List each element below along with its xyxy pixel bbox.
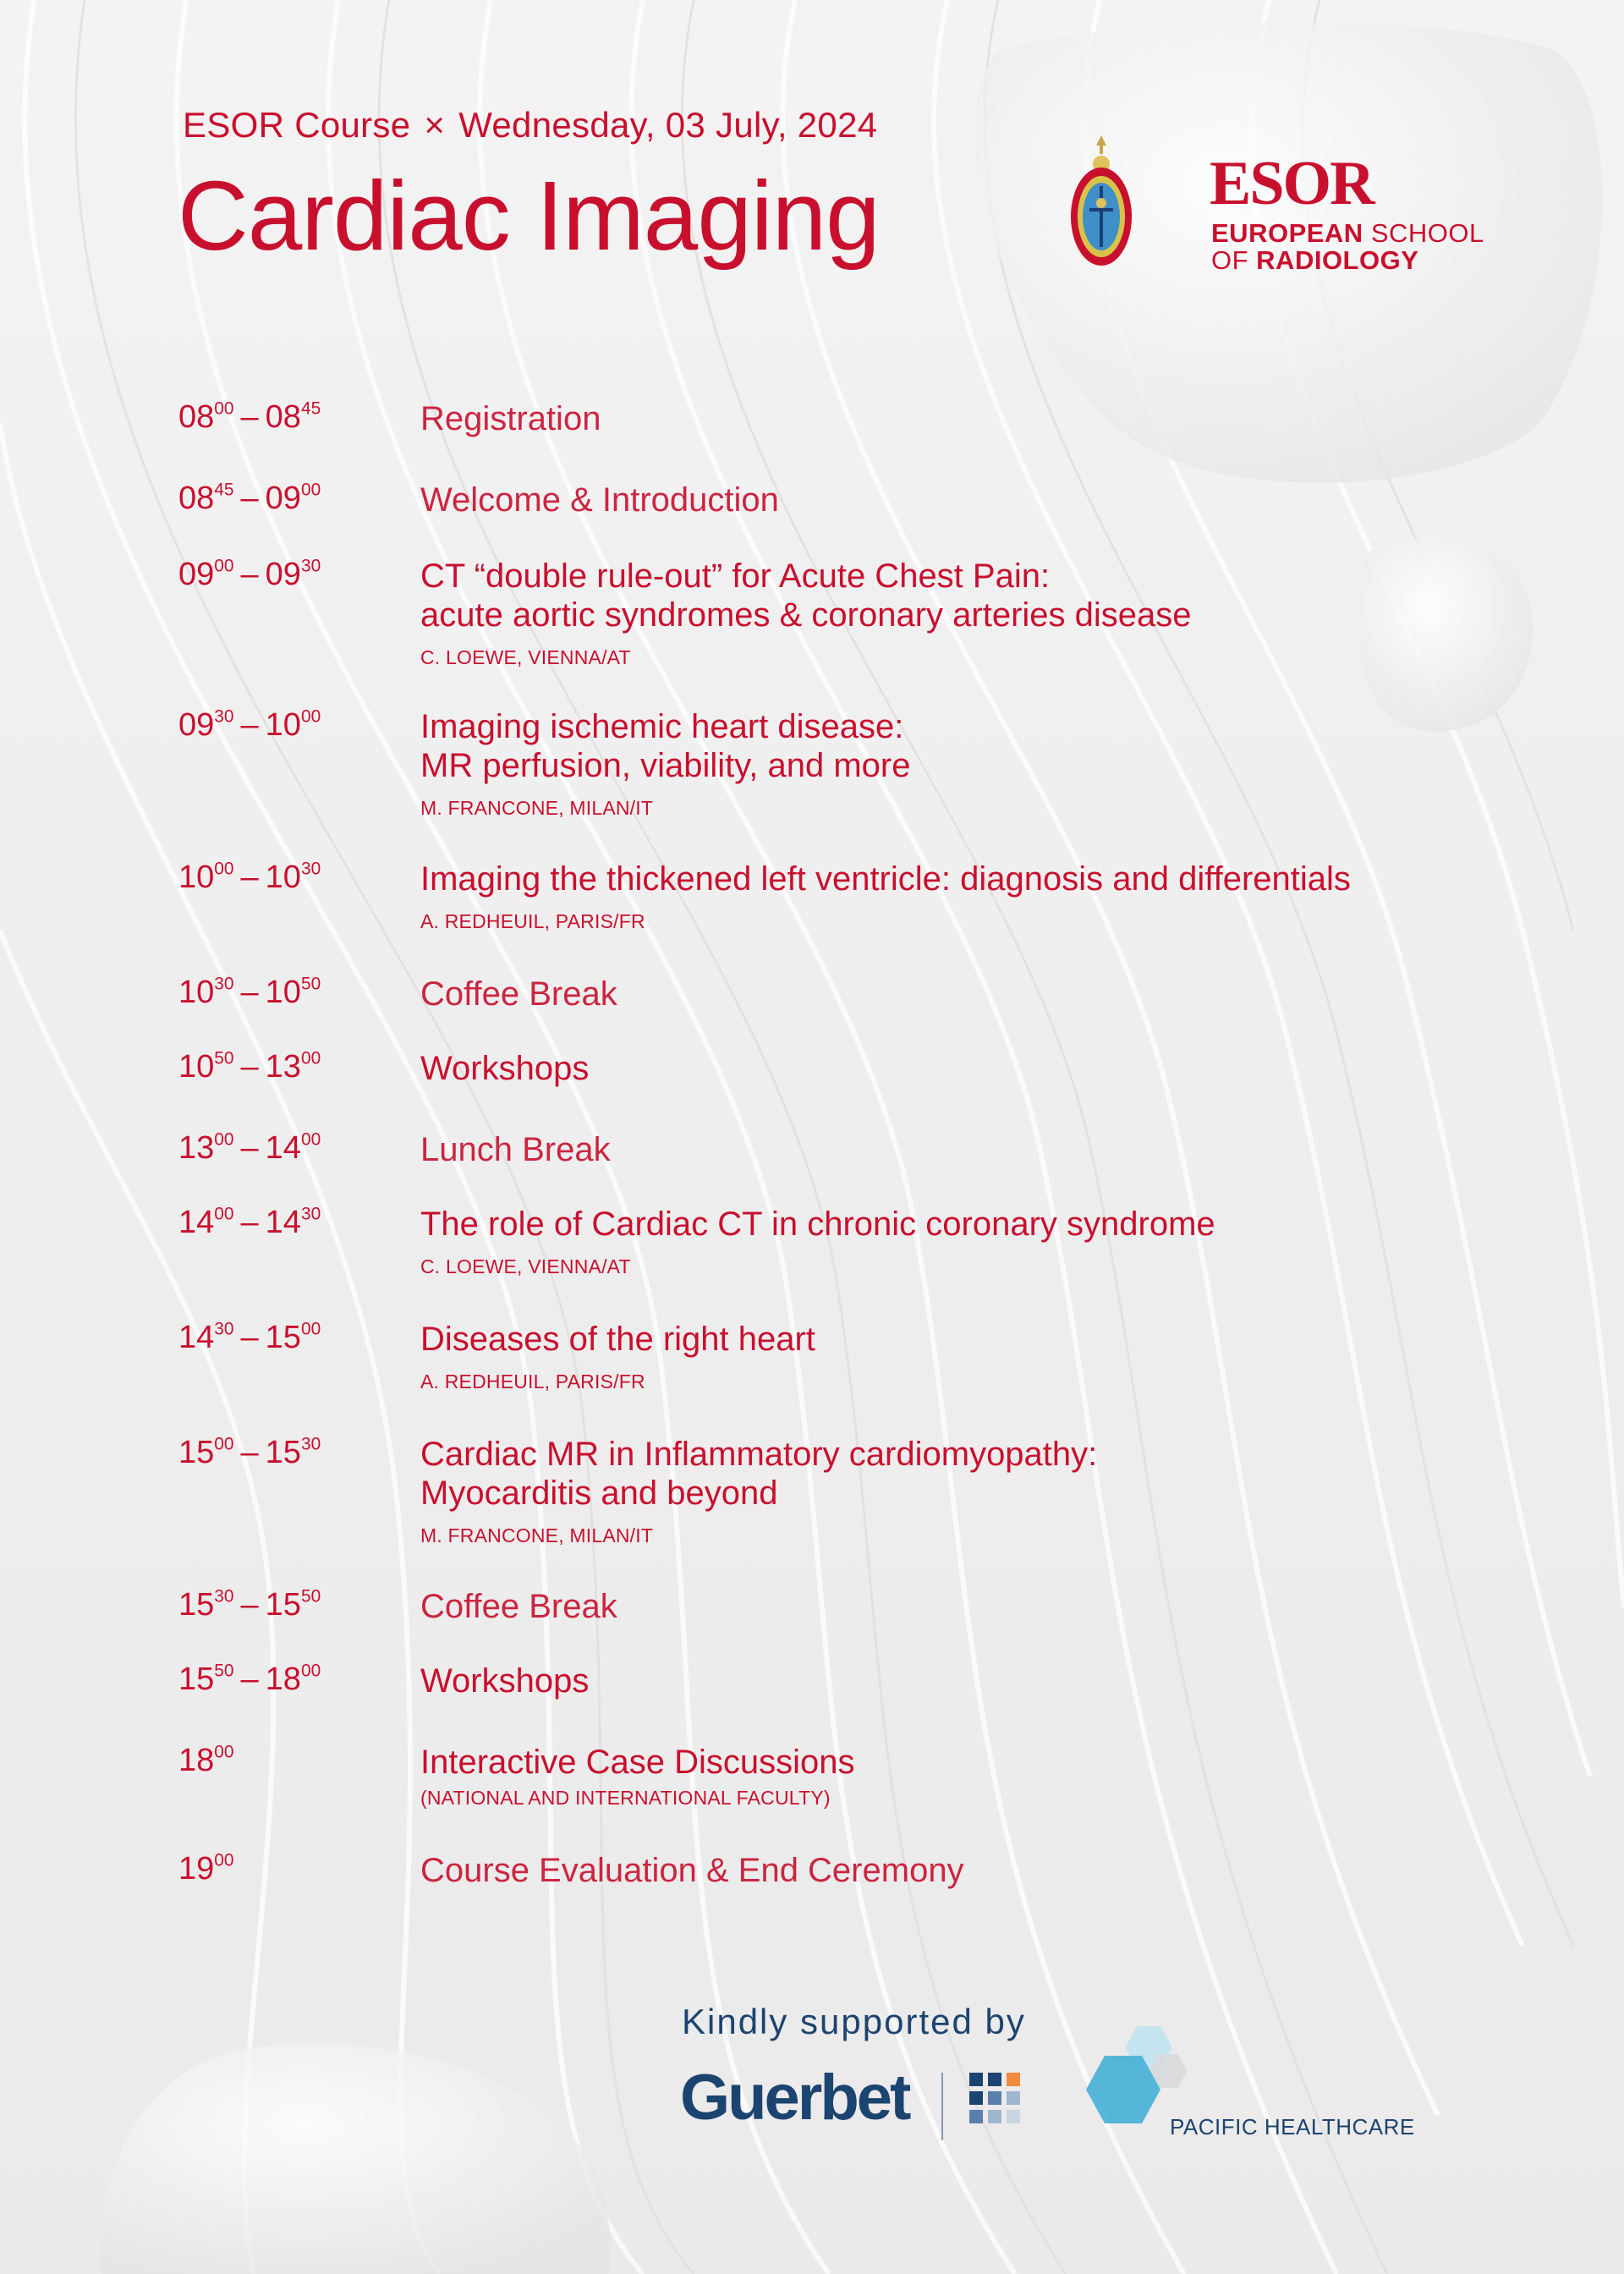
time-range-dash: – — [240, 707, 259, 743]
session-time — [178, 707, 321, 744]
time-minute: 45 — [214, 480, 234, 500]
session-time — [178, 860, 321, 896]
time-hour: 13 — [178, 1130, 215, 1166]
time-range-dash: – — [240, 481, 259, 516]
esor-tagline-radiology: RADIOLOGY — [1256, 245, 1419, 275]
time-range-dash: – — [240, 1130, 259, 1166]
session-speaker: A. REDHEUIL, PARIS/FR — [420, 1370, 645, 1392]
header-separator: × — [424, 105, 446, 145]
session-title: Imaging the thickened left ventricle: diagnosis and differentials — [420, 860, 1351, 898]
time-minute: 00 — [214, 1742, 234, 1762]
session-title: acute aortic syndromes & coronary arteries disease — [420, 596, 1192, 634]
session-time — [178, 1205, 321, 1241]
session-content — [420, 707, 1435, 820]
session-title: MR perfusion, viability, and more — [420, 747, 911, 784]
session-content — [420, 1205, 1435, 1278]
session-content — [420, 1587, 1435, 1626]
time-range-dash: – — [240, 860, 259, 895]
session-time — [178, 1435, 321, 1471]
session-time — [178, 557, 321, 593]
crest-emblem-icon — [1069, 134, 1133, 269]
session-content — [420, 1851, 1435, 1890]
session-speaker: M. FRANCONE, MILAN/IT — [420, 797, 654, 819]
session-title: CT “double rule-out” for Acute Chest Pain: — [420, 558, 1051, 595]
time-minute: 50 — [214, 1661, 234, 1681]
session-content — [420, 557, 1435, 669]
session-time — [178, 399, 321, 436]
session-time — [178, 1320, 321, 1356]
session-speaker: C. LOEWE, VIENNA/AT — [420, 646, 631, 668]
time-minute: 00 — [300, 1661, 321, 1681]
session-time — [178, 1587, 321, 1623]
guerbet-grid-icon — [969, 2073, 1023, 2127]
session-content — [420, 1662, 1435, 1700]
time-minute: 00 — [300, 480, 321, 500]
time-minute: 00 — [300, 1319, 321, 1339]
time-minute: 00 — [214, 1204, 234, 1224]
course-label: ESOR Course — [183, 105, 411, 145]
time-hour: 14 — [178, 1320, 215, 1355]
time-range-dash: – — [240, 557, 259, 592]
course-date: Wednesday, 03 July, 2024 — [458, 105, 878, 145]
time-hour: 09 — [178, 707, 215, 743]
session-time — [178, 1662, 321, 1698]
esor-tagline-european: EUROPEAN — [1211, 218, 1363, 248]
time-minute: 50 — [300, 1586, 321, 1607]
time-hour: 09 — [178, 557, 215, 592]
session-content — [420, 1130, 1435, 1169]
session-content — [420, 1049, 1435, 1088]
time-minute: 30 — [214, 1586, 234, 1607]
esor-logo-wordmark: ESOR — [1210, 149, 1374, 218]
time-minute: 00 — [214, 1129, 234, 1150]
session-title: Interactive Case Discussions — [420, 1744, 855, 1781]
session-time — [178, 1851, 234, 1887]
time-minute: 30 — [214, 1319, 234, 1339]
time-hour: 15 — [178, 1662, 215, 1697]
time-hour: 08 — [178, 399, 215, 435]
time-range-dash: – — [240, 399, 259, 435]
sponsor-label: Kindly supported by — [682, 2002, 1026, 2041]
time-minute: 00 — [300, 1048, 321, 1068]
time-hour: 15 — [265, 1435, 301, 1470]
time-hour: 10 — [265, 707, 301, 743]
time-minute: 50 — [214, 1048, 234, 1068]
time-hour: 14 — [265, 1130, 301, 1166]
course-date-line — [183, 105, 877, 146]
time-hour: 15 — [265, 1587, 301, 1623]
time-minute: 00 — [214, 859, 234, 879]
time-hour: 14 — [178, 1205, 215, 1240]
time-hour: 15 — [178, 1435, 215, 1470]
session-speaker: C. LOEWE, VIENNA/AT — [420, 1255, 631, 1277]
time-minute: 00 — [214, 1850, 234, 1870]
session-title: The role of Cardiac CT in chronic coronary syndrome — [420, 1206, 1215, 1243]
time-hour: 09 — [265, 481, 301, 516]
session-content — [420, 860, 1435, 933]
guerbet-logo-wordmark: Guerbet — [680, 2062, 909, 2134]
time-hour: 10 — [265, 975, 301, 1010]
time-minute: 00 — [214, 1434, 234, 1454]
session-title: Coffee Break — [420, 975, 617, 1013]
session-title: Course Evaluation & End Ceremony — [420, 1852, 964, 1889]
session-speaker: (NATIONAL AND INTERNATIONAL FACULTY) — [420, 1787, 831, 1809]
sponsor-divider — [941, 2073, 943, 2140]
time-range-dash: – — [240, 1587, 259, 1623]
time-range-dash: – — [240, 1662, 259, 1697]
time-hour: 13 — [265, 1049, 301, 1085]
session-time — [178, 481, 321, 517]
time-hour: 10 — [265, 860, 301, 895]
session-speaker: M. FRANCONE, MILAN/IT — [420, 1524, 654, 1546]
time-hour: 19 — [178, 1851, 215, 1887]
time-range-dash: – — [240, 975, 259, 1010]
session-content — [420, 975, 1435, 1013]
time-minute: 00 — [214, 398, 234, 419]
time-hour: 18 — [178, 1743, 215, 1778]
time-minute: 00 — [300, 1129, 321, 1150]
esor-tagline-line2 — [1211, 245, 1418, 276]
time-hour: 08 — [178, 481, 215, 516]
session-title: Lunch Break — [420, 1131, 611, 1168]
pacific-healthcare-wordmark: PACIFIC HEALTHCARE — [1170, 2114, 1415, 2139]
session-title: Diseases of the right heart — [420, 1321, 815, 1358]
page-title: Cardiac Imaging — [178, 161, 880, 271]
time-hour: 10 — [178, 860, 215, 895]
time-minute: 50 — [300, 974, 321, 994]
session-content — [420, 1435, 1435, 1547]
time-minute: 30 — [300, 1204, 321, 1224]
time-minute: 00 — [214, 556, 234, 576]
session-title: Cardiac MR in Inflammatory cardiomyopathy: — [420, 1436, 1098, 1473]
time-range-dash: – — [240, 1049, 259, 1085]
time-range-dash: – — [240, 1320, 259, 1355]
session-content — [420, 481, 1435, 519]
time-minute: 30 — [300, 556, 321, 576]
session-time — [178, 975, 321, 1011]
session-title: Registration — [420, 400, 601, 437]
session-speaker: A. REDHEUIL, PARIS/FR — [420, 910, 645, 932]
esor-tagline-of: OF — [1211, 245, 1257, 275]
session-title: Imaging ischemic heart disease: — [420, 708, 904, 745]
time-hour: 10 — [178, 1049, 215, 1085]
esor-tagline-line1 — [1211, 218, 1484, 249]
time-minute: 00 — [300, 706, 321, 727]
time-minute: 30 — [214, 974, 234, 994]
session-content — [420, 1320, 1435, 1393]
time-minute: 30 — [300, 859, 321, 879]
session-content — [420, 1743, 1435, 1810]
session-time — [178, 1743, 234, 1779]
time-minute: 30 — [214, 706, 234, 727]
time-hour: 18 — [265, 1662, 301, 1697]
session-time — [178, 1049, 321, 1085]
time-minute: 45 — [300, 398, 321, 419]
session-title: Coffee Break — [420, 1588, 617, 1625]
session-title: Workshops — [420, 1050, 590, 1087]
time-range-dash: – — [240, 1205, 259, 1240]
session-content — [420, 399, 1435, 438]
session-time — [178, 1130, 321, 1167]
time-hour: 14 — [265, 1205, 301, 1240]
time-hour: 15 — [265, 1320, 301, 1355]
time-hour: 09 — [265, 557, 301, 592]
session-title: Workshops — [420, 1662, 590, 1700]
session-title: Myocarditis and beyond — [420, 1475, 778, 1512]
session-title: Welcome & Introduction — [420, 481, 779, 519]
esor-tagline-school: SCHOOL — [1363, 218, 1484, 248]
time-minute: 30 — [300, 1434, 321, 1454]
time-hour: 15 — [178, 1587, 215, 1623]
time-range-dash: – — [240, 1435, 259, 1470]
time-hour: 10 — [178, 975, 215, 1010]
time-hour: 08 — [265, 399, 301, 435]
